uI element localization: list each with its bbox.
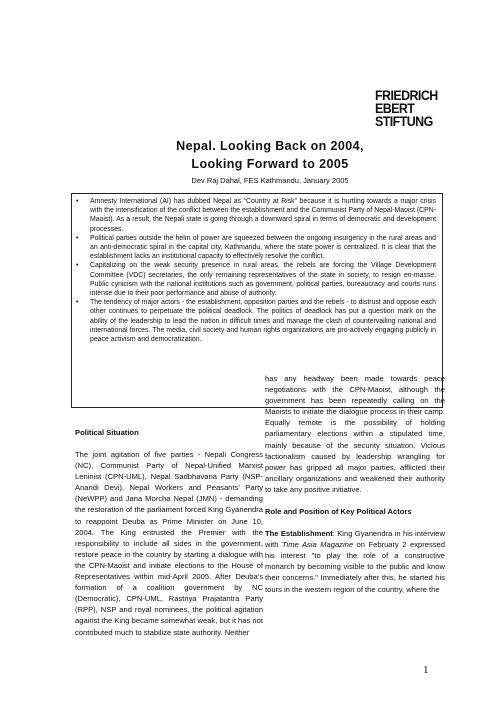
body-paragraph: has any headway been made towards peace negotiations with the CPN-Maoist, although the government has been repeatedly calling on the Maoists to initiate the dialogue process in their camp. Equally remote is the possibility of holding parliamentary elections within a stipulated time, mainly because of the security situation. Vicious factionalism caused by leadership wrangling for power has gripped all major parties, afflicted their ancillary organizations and weakened their authority to take any positive initiative. [265,374,445,494]
summary-text: . Public cynicism with the national institutions such as government, political parties, bureaucracy and courts runs intense due to their poor performance and abuse of authority. [90,271,436,298]
bullet-icon: • [76,198,79,205]
section-heading: Political Situation [75,428,139,437]
title-line-2: Looking Forward to 2005 [191,157,349,171]
summary-bullet [76,298,436,344]
summary-bullet [76,261,436,298]
summary-text: The tendency of major actors - the establishment, opposition parties and the rebels - to distrust and oppose each other continues to perpetuate the political deadlock. The politics of deadlock has put a question mark on the ability of the leadership to lead the nation in difficult times and manage the clash of countervailing national and international forces. The media, civil society and human rights organizations are pro-actively engaging publicly in peace activism and democratization. [90,299,436,344]
summary-list [76,197,436,344]
magazine-title: Time Asia Magazine [281,540,354,550]
logo-line: EBERT [375,101,415,116]
bullet-icon: • [76,299,79,307]
summary-bullet [76,197,436,234]
page-number: 1 [423,664,429,676]
body-paragraph [265,528,445,595]
body-text: on February 2 expressed his interest "to play the role of a constructive monarch by becoming visible to the public and know their concerns." Immediately after this, he started his tours in the western region of the country, where the [265,540,446,594]
fes-logo [375,89,449,128]
left-column [75,427,263,649]
section-heading: Role and Position of Key Political Actors [265,507,412,517]
summary-text: Capitalizing on the weak security presence in rural areas, the rebels are forcing the Village Development Committee (VDC) secretaries, the only remaining representatives of the state in society, to resign [90,262,436,279]
summary-text: Amnesty International (AI) has dubbed Nepal as “Country at Risk” because it is hurtling towards a major crisis with the intensification of the conflict between the establishment and the Communist Party of Nepal-Maoist (CPN-Maoist). As a result, the Nepali state is going through a downward spiral in terms of democratic and development processes. [90,198,436,233]
summary-bullet [76,234,436,262]
logo-line: STIFTUNG [375,114,433,129]
bullet-icon: • [76,234,79,242]
bullet-icon: • [76,262,79,270]
lead-in: The Establishment [265,529,333,539]
right-column [265,373,445,606]
byline: Dev Raj Dahal, FES Kathmandu, January 2005 [191,176,349,185]
logo-line: FRIEDRICH [375,88,438,103]
summary-text: Political parties outside the helm of power are squeezed between the ongoing insurgency in the rural areas and an anti-democratic spiral in the capital city, Kathmandu, where the state power is centralized. It is clear that the establishment lacks an institutional capacity to effectively resolve the conflict. [90,234,436,261]
body-text: : King Gyanendra in his interview with [265,529,445,550]
document-title [120,137,420,173]
title-line-1: Nepal. Looking Back on 2004, [176,139,364,153]
body-paragraph: The joint agitation of five parties - Nepali Congress (NC), Communist Party of Nepal-Unified Marxist Leninist (CPN-UML), Nepal Sadbhavana Party (NSP-Anandi Devi), Nepal Workers and Peasants' Party (NeWPP) and Jana Morcha Nepal (JMN) - demanding the restoration of the parliament forced King Gyanendra to reappoint Deuba as Prime Minister on June 10, 2004. The King entrusted the Premier with the responsibility to include all sides in the government, restore peace in the country by starting a dialogue with the CPN-Maoist and initiate elections to the House of Representatives within mid-April 2005. After Deuba's formation of a coalition government by NC (Democratic), CPN-UML, Rastriya Prajatantra Party (RPP), NSP and royal nominees, the political agitation against the King became somewhat weak, but it has not contributed much to stabilize state authority. Neither [75,450,263,637]
summary-italic: en-masse [403,271,435,279]
